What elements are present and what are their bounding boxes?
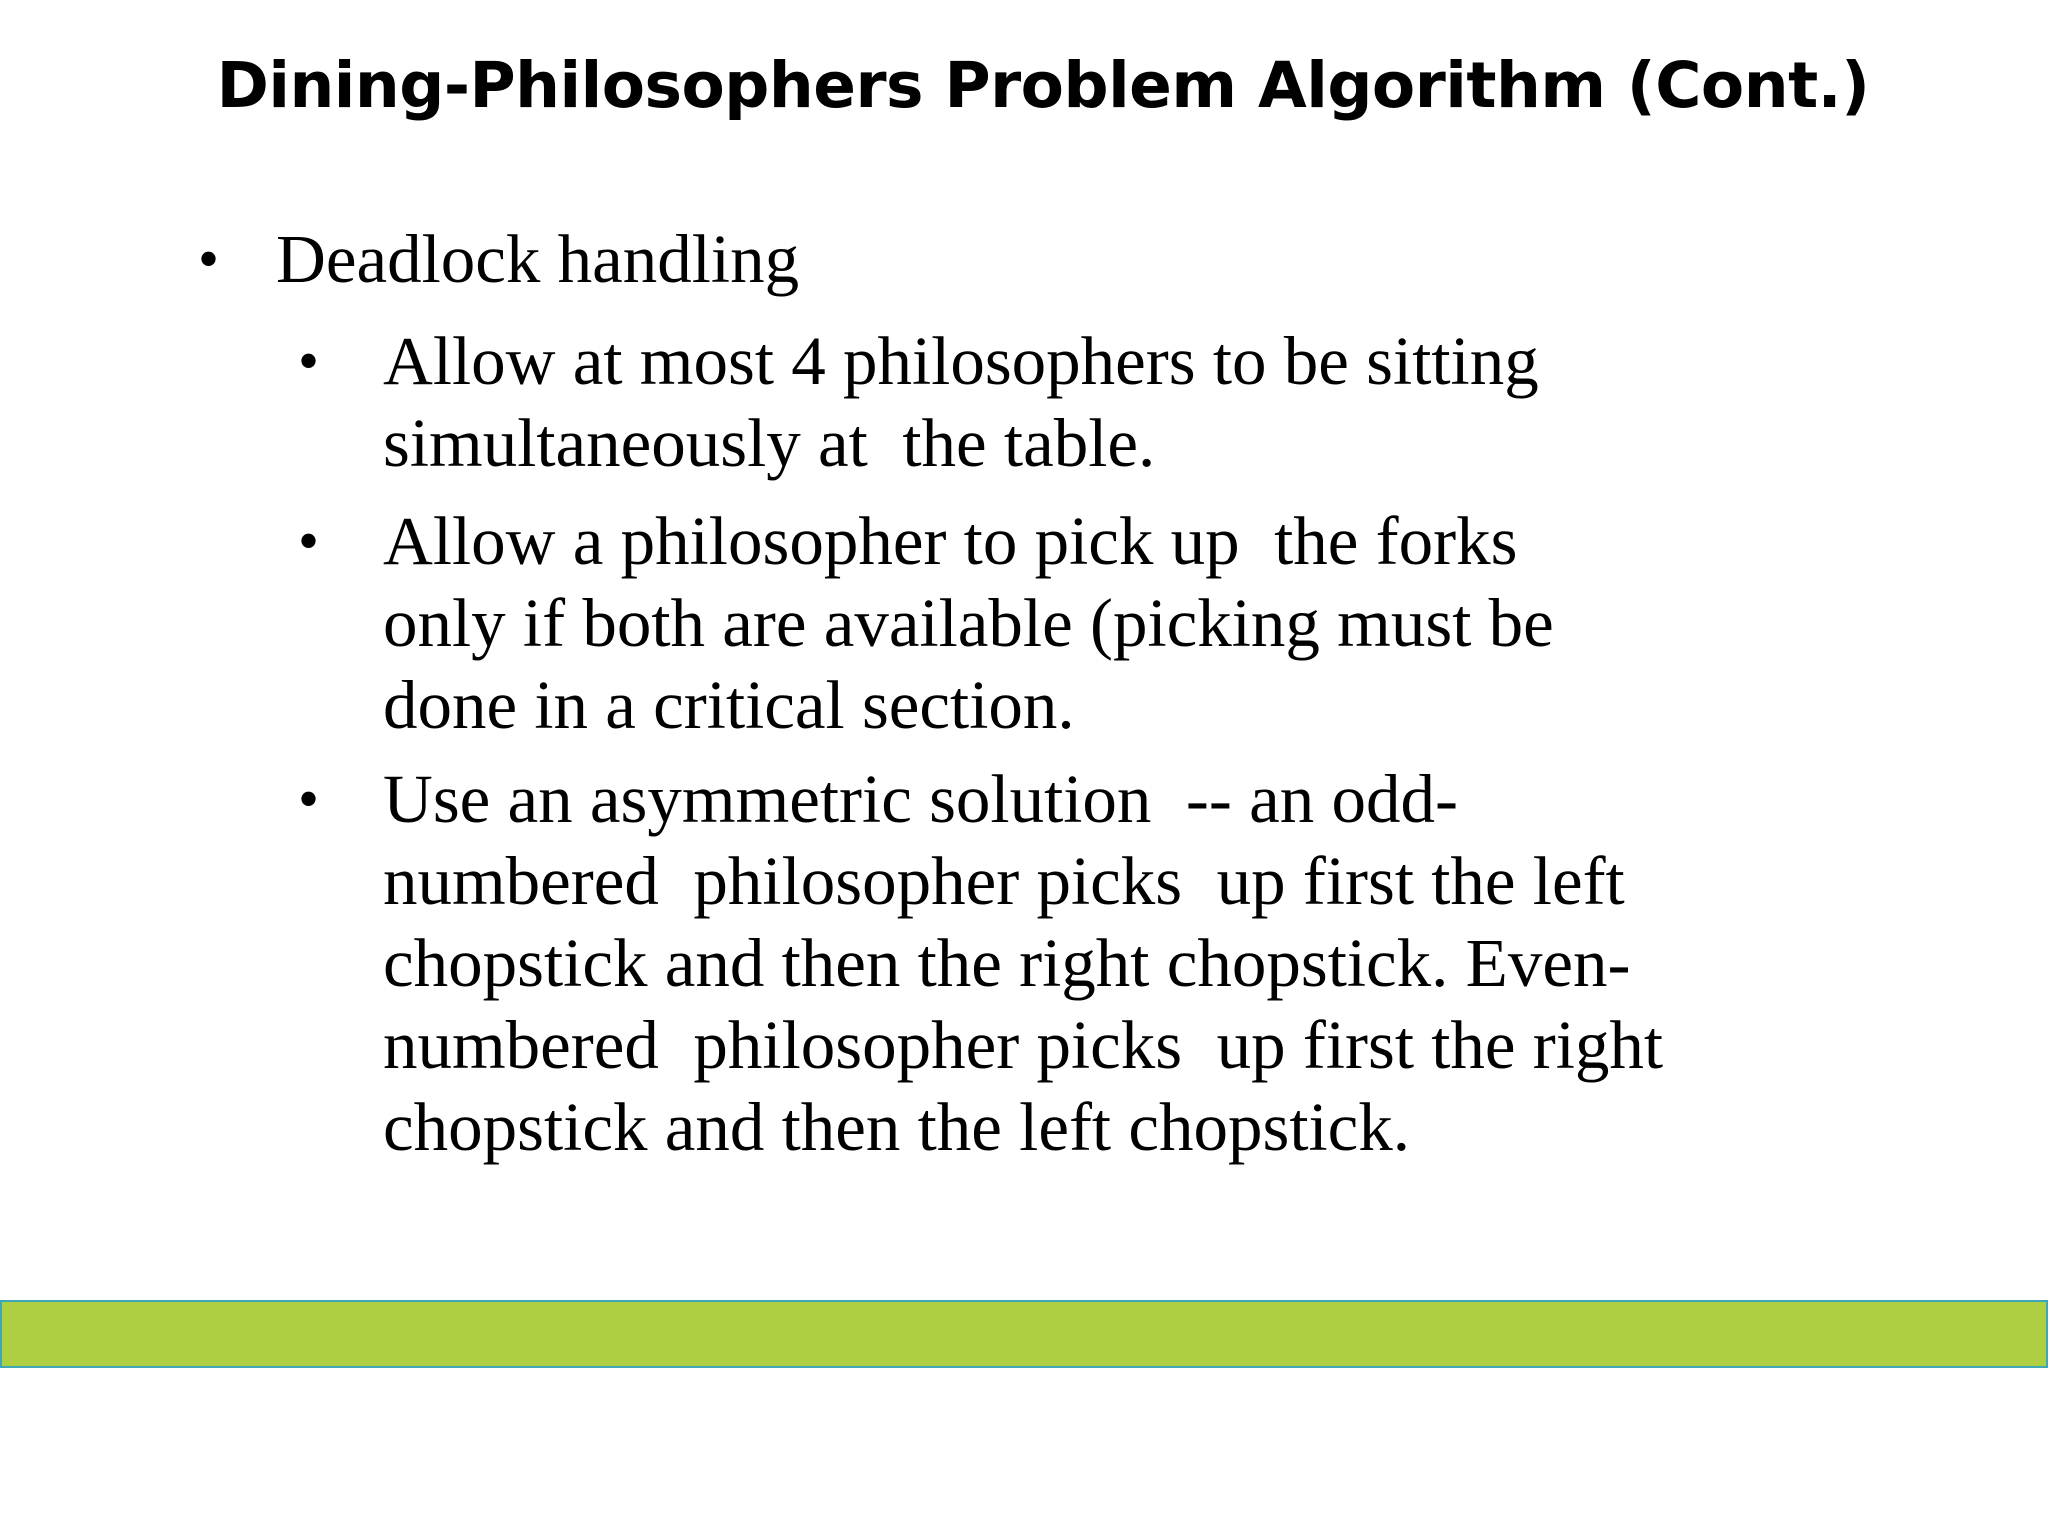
main-point: Deadlock handling [276,221,800,297]
sub-point-line: numbered philosopher picks up first the right [383,1007,1664,1083]
sub-point-2 [366,500,1666,746]
sub-point-line: simultaneously at the table. [383,405,1156,481]
footer-band [0,1300,2048,1368]
bullet-icon: • [298,328,320,394]
sub-point-line: chopstick and then the left chopstick. [383,1089,1411,1165]
sub-point-line: chopstick and then the right chopstick. Even- [383,925,1631,1001]
slide-title: Dining-Philosophers Problem Algorithm (Cont.) [216,49,1870,122]
sub-point-1 [366,320,1666,484]
sub-point-line: numbered philosopher picks up first the left [383,843,1625,919]
bullet-icon: • [298,766,320,832]
bullet-icon: • [198,226,220,292]
sub-point-line: Allow at most 4 philosophers to be sitting [383,323,1539,399]
sub-point-3 [366,758,1666,1168]
sub-point-line: done in a critical section. [383,667,1075,743]
sub-point-line: only if both are available (picking must be [383,585,1554,661]
sub-point-line: Use an asymmetric solution -- an odd- [383,761,1458,837]
sub-point-line: Allow a philosopher to pick up the forks [383,503,1518,579]
bullet-icon: • [298,508,320,574]
